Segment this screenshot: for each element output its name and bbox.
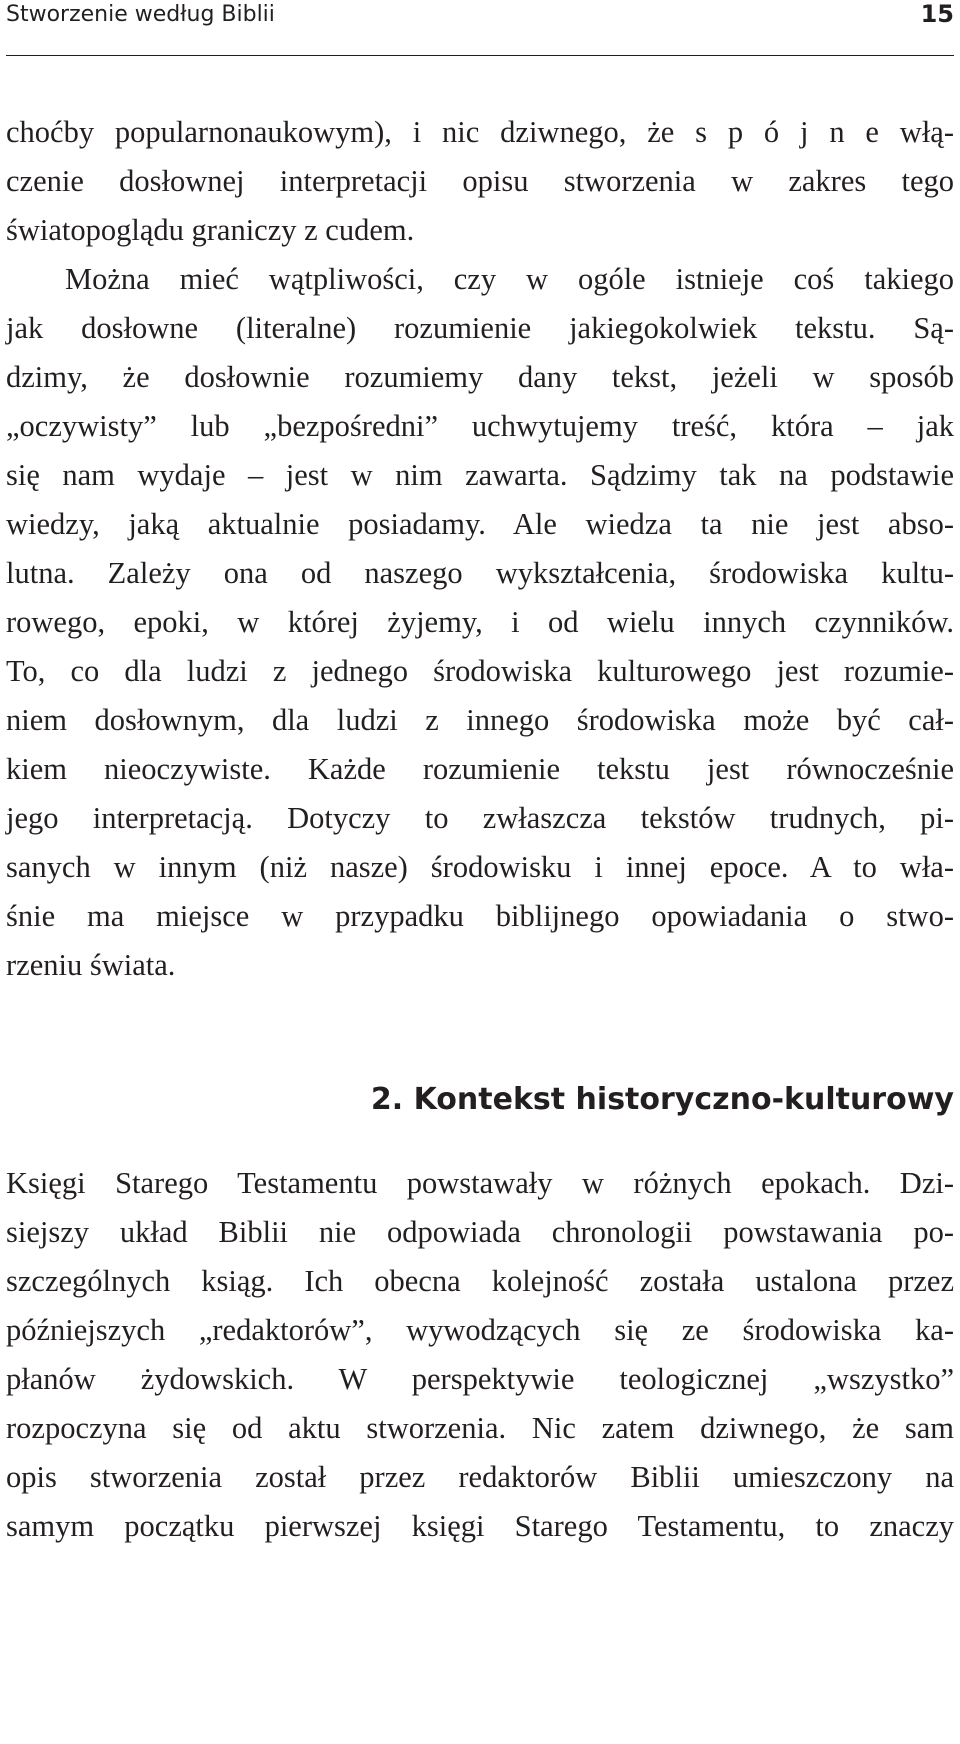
text-line: rowego, epoki, w której żyjemy, i od wielu innych czynników.	[6, 605, 954, 639]
text-line: czenie dosłownej interpretacji opisu stworzenia w zakres tego	[6, 164, 954, 198]
text-line: płanów żydowskich. W perspektywie teologicznej „wszystko”	[6, 1362, 954, 1396]
text-line: rozpoczyna się od aktu stworzenia. Nic zatem dziwnego, że sam	[6, 1411, 954, 1445]
text-line: sanych w innym (niż nasze) środowisku i innej epoce. A to wła-	[6, 850, 954, 884]
text-line: światopoglądu graniczy z cudem.	[6, 213, 415, 247]
text-line: Można mieć wątpliwości, czy w ogóle istnieje coś takiego	[65, 262, 954, 296]
text-line: samym początku pierwszej księgi Starego Testamentu, to znaczy	[6, 1509, 954, 1543]
running-header	[6, 0, 954, 56]
paragraph-2	[6, 1159, 954, 1551]
text-line: choćby popularnonaukowym), i nic dziwnego, że s p ó j n e włą-	[6, 115, 954, 149]
text-line: jego interpretacją. Dotyczy to zwłaszcza tekstów trudnych, pi-	[6, 801, 954, 835]
text-line: rzeniu świata.	[6, 948, 176, 982]
text-line: siejszy układ Biblii nie odpowiada chronologii powstawania po-	[6, 1215, 954, 1249]
text-line: wiedzy, jaką aktualnie posiadamy. Ale wiedza ta nie jest abso-	[6, 507, 954, 541]
section-heading: 2. Kontekst historyczno-kulturowy	[370, 1082, 954, 1117]
text-line: szczególnych ksiąg. Ich obecna kolejność została ustalona przez	[6, 1264, 954, 1298]
text-line: „oczywisty” lub „bezpośredni” uchwytujemy treść, która – jak	[6, 409, 954, 443]
text-line: To, co dla ludzi z jednego środowiska kulturowego jest rozumie-	[6, 654, 954, 688]
text-line: niem dosłownym, dla ludzi z innego środowiska może być cał-	[6, 703, 954, 737]
text-line: dzimy, że dosłownie rozumiemy dany tekst, jeżeli w sposób	[6, 360, 954, 394]
text-line: śnie ma miejsce w przypadku biblijnego opowiadania o stwo-	[6, 899, 954, 933]
text-line: jak dosłowne (literalne) rozumienie jakiegokolwiek tekstu. Są-	[6, 311, 954, 345]
text-line: lutna. Zależy ona od naszego wykształcenia, środowiska kultu-	[6, 556, 954, 590]
text-line: opis stworzenia został przez redaktorów Biblii umieszczony na	[6, 1460, 954, 1494]
page-number: 15	[920, 0, 954, 28]
paragraph-1	[6, 108, 954, 990]
text-line: Księgi Starego Testamentu powstawały w różnych epokach. Dzi-	[6, 1166, 954, 1200]
running-header-title: Stworzenie według Biblii	[6, 2, 275, 27]
text-line: późniejszych „redaktorów”, wywodzących się ze środowiska ka-	[6, 1313, 954, 1347]
text-line: kiem nieoczywiste. Każde rozumienie tekstu jest równocześnie	[6, 752, 954, 786]
header-rule	[6, 55, 954, 56]
text-line: się nam wydaje – jest w nim zawarta. Sądzimy tak na podstawie	[6, 458, 954, 492]
